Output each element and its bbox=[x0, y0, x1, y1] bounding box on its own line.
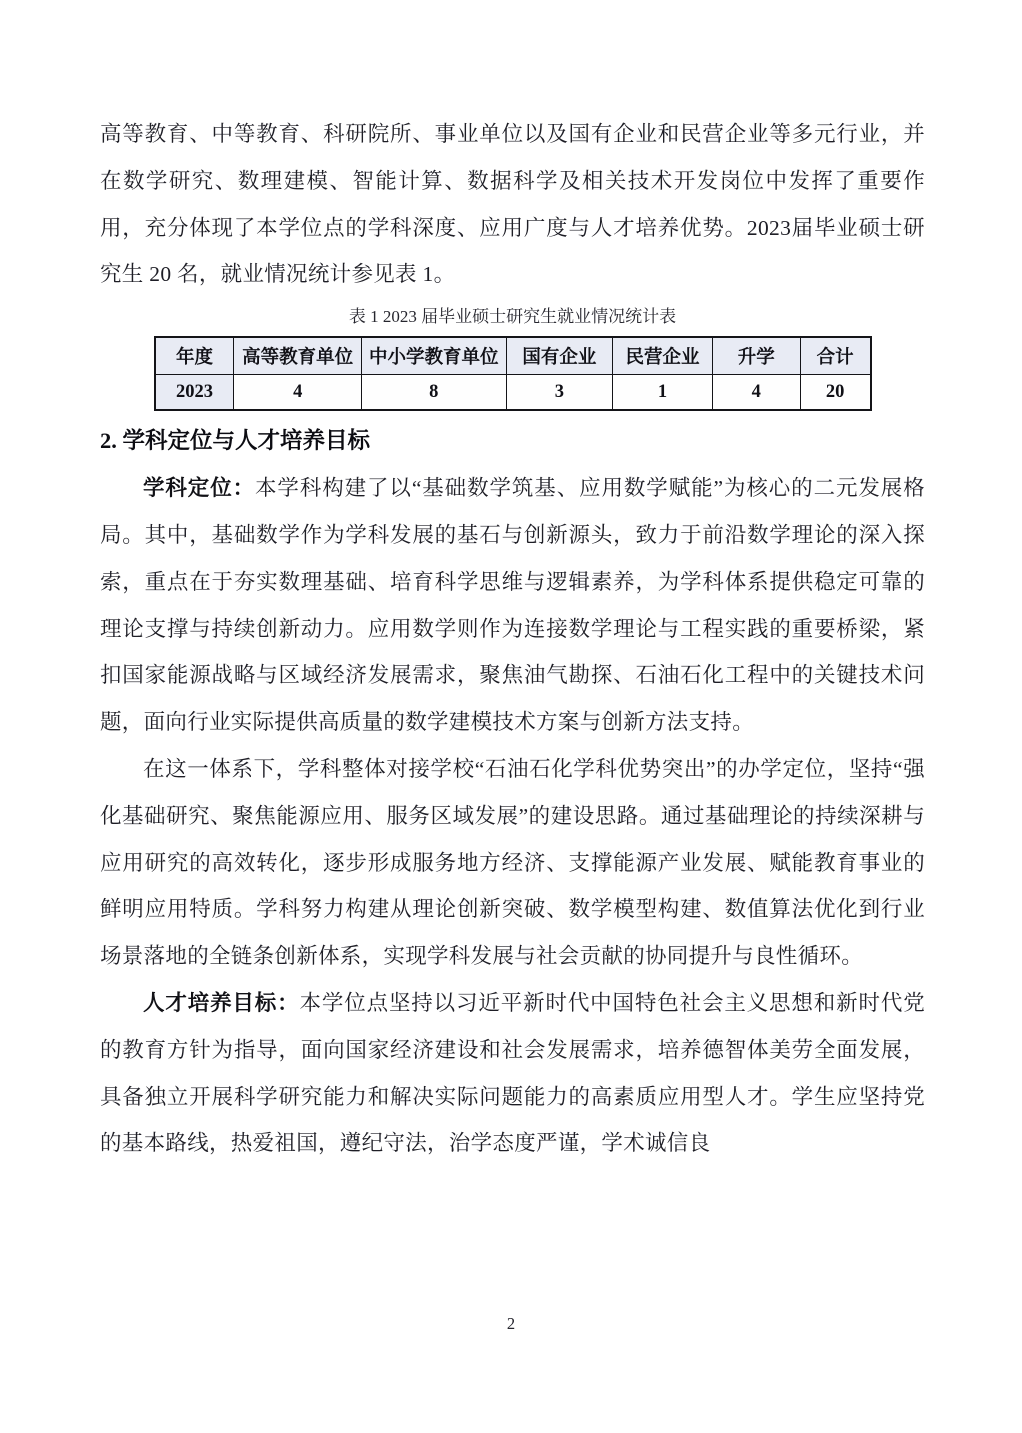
cell-year: 2023 bbox=[155, 375, 234, 411]
cell-further-study: 4 bbox=[712, 375, 800, 411]
paragraph-discipline-positioning bbox=[100, 465, 925, 746]
table-header-row bbox=[155, 337, 871, 375]
table1-caption: 表 1 2023 届毕业硕士研究生就业情况统计表 bbox=[348, 307, 677, 327]
page-number: 2 bbox=[506, 1314, 516, 1333]
page-content bbox=[100, 111, 925, 1167]
cell-state-enterprise: 3 bbox=[506, 375, 613, 411]
table-header-school-education: 中小学教育单位 bbox=[361, 337, 506, 375]
cell-private-enterprise: 1 bbox=[613, 375, 713, 411]
table-header-higher-education: 高等教育单位 bbox=[234, 337, 361, 375]
paragraph-system-alignment: 在这一体系下，学科整体对接学校“石油石化学科优势突出”的办学定位，坚持“强化基础研究、聚焦能源应用、服务区域发展”的建设思路。通过基础理论的持续深耕与应用研究的高效转化，逐步形成服务地方经济、支撑能源产业发展、赋能教育事业的鲜明应用特质。学科努力构建从理论创新突破、数学模型构建、数值算法优化到行业场景落地的全链条创新体系，实现学科发展与社会贡献的协同提升与良性循环。 bbox=[100, 756, 925, 969]
table-header-total: 合计 bbox=[800, 337, 870, 375]
table-header-state-enterprise: 国有企业 bbox=[506, 337, 613, 375]
discipline-positioning-lead: 学科定位： bbox=[143, 476, 256, 501]
table-row bbox=[155, 375, 871, 411]
training-goal-lead: 人才培养目标： bbox=[143, 990, 300, 1015]
paragraph-training-goal bbox=[100, 980, 925, 1167]
discipline-positioning-text: 本学科构建了以“基础数学筑基、应用数学赋能”为核心的二元发展格局。其中，基础数学作为学科发展的基石与创新源头，致力于前沿数学理论的深入探索，重点在于夯实数理基础、培育科学思维与逻辑素养，为学科体系提供稳定可靠的理论支撑与持续创新动力。应用数学则作为连接数学理论与工程实践的重要桥梁，紧扣国家能源战略与区域经济发展需求，聚焦油气勘探、石油石化工程中的关键技术问题，面向行业实际提供高质量的数学建模技术方案与创新方法支持。 bbox=[100, 476, 925, 735]
training-goal-text: 本学位点坚持以习近平新时代中国特色社会主义思想和新时代党的教育方针为指导，面向国家经济建设和社会发展需求，培养德智体美劳全面发展，具备独立开展科学研究能力和解决实际问题能力的高素质应用型人才。学生应坚持党的基本路线，热爱祖国，遵纪守法，治学态度严谨，学术诚信良 bbox=[100, 990, 925, 1156]
cell-total: 20 bbox=[800, 375, 870, 411]
table-header-further-study: 升学 bbox=[712, 337, 800, 375]
table-header-year: 年度 bbox=[155, 337, 234, 375]
section2-heading: 2. 学科定位与人才培养目标 bbox=[100, 428, 371, 454]
cell-higher-education: 4 bbox=[234, 375, 361, 411]
table-header-private-enterprise: 民营企业 bbox=[613, 337, 713, 375]
employment-stats-table bbox=[154, 336, 872, 411]
paragraph-continuation: 高等教育、中等教育、科研院所、事业单位以及国有企业和民营企业等多元行业，并在数学研究、数理建模、智能计算、数据科学及相关技术开发岗位中发挥了重要作用，充分体现了本学位点的学科深度、应用广度与人才培养优势。2023届毕业硕士研究生 20 名，就业情况统计参见表 1。 bbox=[100, 122, 925, 287]
cell-school-education: 8 bbox=[361, 375, 506, 411]
